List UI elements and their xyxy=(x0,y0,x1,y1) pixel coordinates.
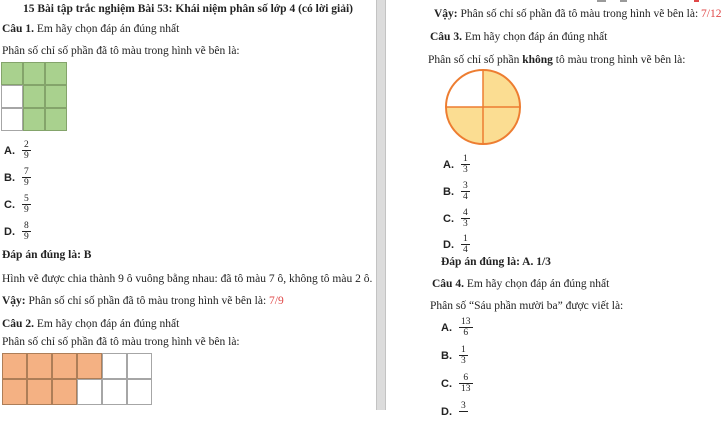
q4-option-a-fraction: $\frac{13}{6}$ xyxy=(461,317,471,338)
q3-option-c-letter: C. xyxy=(443,212,454,225)
question-3-statement: Phân số chỉ số phần không tô màu trong hình vẽ bên là: xyxy=(428,54,686,66)
q2-conclusion-body: Phân số chỉ số phần đã tô màu trong hình vẽ bên là: xyxy=(457,8,702,20)
q4-option-a-letter: A. xyxy=(441,321,452,334)
question-3-label: Câu 3. xyxy=(430,31,462,43)
q1-option-b xyxy=(4,167,31,188)
question-2-label: Câu 2. xyxy=(2,318,34,330)
q1-option-d-letter: D. xyxy=(4,225,15,238)
question-3-circle-figure xyxy=(443,67,523,147)
shaded-cell xyxy=(52,353,77,379)
q3-option-c-fraction: $\frac{4}{3}$ xyxy=(463,208,468,229)
page-2 xyxy=(386,0,721,418)
shaded-cell xyxy=(45,62,67,85)
q3-option-a-fraction: $\frac{1}{3}$ xyxy=(463,154,468,175)
shaded-cell xyxy=(27,353,52,379)
clipped-text-remnant xyxy=(694,0,699,2)
question-1-heading xyxy=(2,23,179,36)
q1-answer: Đáp án đúng là: B xyxy=(2,249,92,261)
unshaded-cell xyxy=(102,379,127,405)
q2-conclusion-prefix: Vậy: xyxy=(434,8,458,20)
clipped-text-remnant xyxy=(620,0,627,2)
q1-conclusion xyxy=(2,295,284,308)
page-gutter xyxy=(376,0,386,410)
shaded-cell xyxy=(23,62,45,85)
question-4-heading xyxy=(432,278,609,291)
question-1-grid-figure xyxy=(1,62,67,131)
q1-option-c-letter: C. xyxy=(4,198,15,211)
q4-option-d-letter: D. xyxy=(441,405,452,418)
unshaded-cell xyxy=(1,85,23,108)
unshaded-cell xyxy=(127,379,152,405)
unshaded-cell xyxy=(127,353,152,379)
q1-option-c-fraction: $\frac{5}{9}$ xyxy=(24,194,29,215)
q3-option-d xyxy=(443,234,470,255)
q4-option-c-fraction: $\frac{6}{13}$ xyxy=(461,373,471,394)
q3-option-d-letter: D. xyxy=(443,238,454,251)
q1-option-a-letter: A. xyxy=(4,144,15,157)
question-3-prompt: Em hãy chọn đáp án đúng nhất xyxy=(461,31,608,43)
q1-option-d xyxy=(4,221,31,242)
q4-option-c xyxy=(441,373,473,394)
q3-option-d-fraction: $\frac{1}{4}$ xyxy=(463,234,468,255)
q1-conclusion-fraction: 7/9 xyxy=(269,295,284,307)
q1-option-a-fraction: $\frac{2}{9}$ xyxy=(24,140,29,161)
clipped-text-remnant xyxy=(597,0,606,2)
shaded-cell xyxy=(45,108,67,131)
question-2-prompt: Em hãy chọn đáp án đúng nhất xyxy=(33,318,180,330)
q1-option-c xyxy=(4,194,31,215)
shaded-cell xyxy=(45,85,67,108)
document-title: 15 Bài tập trắc nghiệm Bài 53: Khái niệm phân số lớp 4 (có lời giải) xyxy=(23,3,353,15)
q3-option-c xyxy=(443,208,470,229)
q3-option-b xyxy=(443,181,470,202)
q2-conclusion xyxy=(434,8,721,21)
shaded-cell xyxy=(1,62,23,85)
q1-explanation: Hình vẽ được chia thành 9 ô vuông bằng nhau: đã tô màu 7 ô, không tô màu 2 ô. xyxy=(2,273,373,285)
q1-option-d-fraction: $\frac{8}{9}$ xyxy=(24,221,29,242)
q4-option-d-fraction: 3 xyxy=(461,401,466,411)
shaded-cell xyxy=(77,353,102,379)
q1-option-a xyxy=(4,140,31,161)
shaded-cell xyxy=(23,108,45,131)
q3-option-b-letter: B. xyxy=(443,185,454,198)
q3-option-a xyxy=(443,154,470,175)
unshaded-cell xyxy=(77,379,102,405)
shaded-cell xyxy=(2,353,27,379)
question-1-label: Câu 1. xyxy=(2,23,34,35)
q1-option-b-letter: B. xyxy=(4,171,15,184)
question-4-label: Câu 4. xyxy=(432,278,464,290)
question-3-heading xyxy=(430,31,607,44)
question-2-heading xyxy=(2,318,179,331)
q3-answer: Đáp án đúng là: A. 1/3 xyxy=(441,256,551,268)
q3-option-b-fraction: $\frac{3}{4}$ xyxy=(463,181,468,202)
unshaded-cell xyxy=(1,108,23,131)
q4-option-c-letter: C. xyxy=(441,377,452,390)
question-4-prompt: Em hãy chọn đáp án đúng nhất xyxy=(463,278,610,290)
q4-option-b xyxy=(441,345,468,366)
q3-option-a-letter: A. xyxy=(443,158,454,171)
q1-conclusion-prefix: Vậy: xyxy=(2,295,26,307)
q4-option-b-letter: B. xyxy=(441,349,452,362)
question-4-statement: Phân số “Sáu phần mười ba” được viết là: xyxy=(430,300,624,312)
q4-option-b-fraction: $\frac{1}{3}$ xyxy=(461,345,466,366)
question-1-statement: Phân số chỉ số phần đã tô màu trong hình vẽ bên là: xyxy=(2,45,240,57)
q4-option-d-clipped xyxy=(441,401,468,422)
shaded-cell xyxy=(52,379,77,405)
shaded-cell xyxy=(27,379,52,405)
question-2-grid-figure xyxy=(2,353,152,405)
q4-option-a xyxy=(441,317,473,338)
q1-option-b-fraction: $\frac{7}{9}$ xyxy=(24,167,29,188)
q2-conclusion-fraction: 7/12 xyxy=(701,8,721,20)
q1-conclusion-body: Phân số chỉ số phần đã tô màu trong hình vẽ bên là: xyxy=(25,295,270,307)
shaded-cell xyxy=(23,85,45,108)
question-2-statement: Phân số chỉ số phần đã tô màu trong hình vẽ bên là: xyxy=(2,336,240,348)
unshaded-cell xyxy=(102,353,127,379)
shaded-cell xyxy=(2,379,27,405)
question-1-prompt: Em hãy chọn đáp án đúng nhất xyxy=(33,23,180,35)
